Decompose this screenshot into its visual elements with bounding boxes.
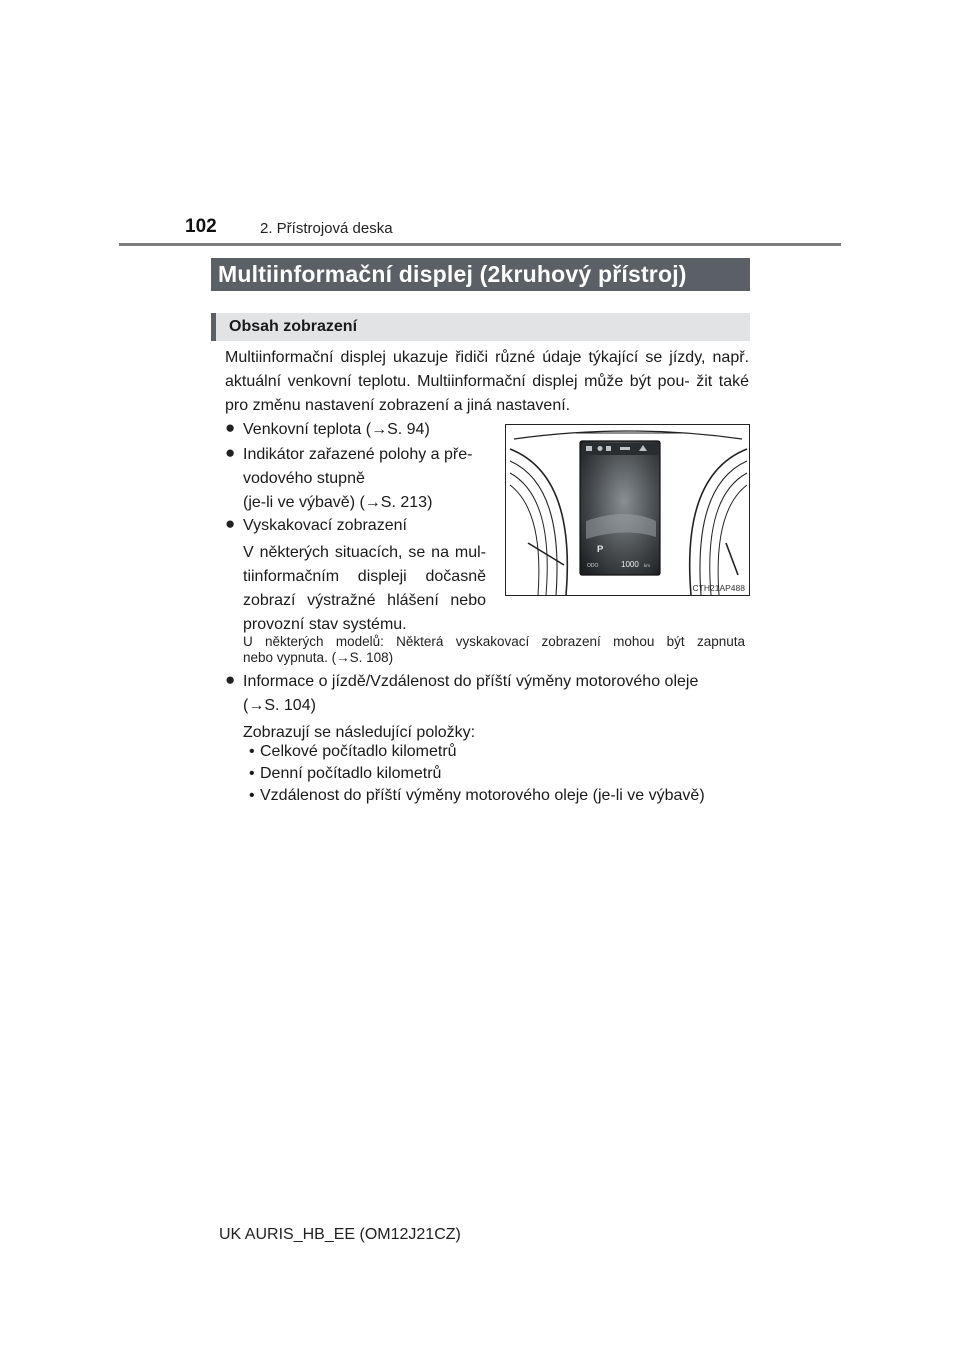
bullet-gear-indicator-line1: Indikátor zařazené polohy a pře- — [243, 446, 473, 463]
right-gauge-icon — [690, 449, 747, 595]
display-screen — [580, 441, 660, 575]
sub-item-trip-odometer: Denní počítadlo kilometrů — [260, 765, 442, 782]
bullet-trip-info-line2: (→S. 104) — [243, 697, 316, 714]
trip-info-detail: Zobrazují se následující položky: — [243, 724, 476, 741]
popup-detail-line1: V některých situacích, se na mul- — [243, 544, 486, 561]
bullet-icon: ● — [225, 443, 236, 462]
bullet-icon: ● — [225, 670, 236, 689]
housing-top-line — [514, 431, 742, 439]
intro-paragraph: Multiinformační displej ukazuje řidiči různé údaje týkající se jízdy, např. aktuální venkovní teplotu. Multiinformační displej může být pou- žit také pro změnu nastavení zobrazení a jiná nastavení. — [225, 349, 749, 414]
bullet-trip-info-line1: Informace o jízdě/Vzdálenost do příští výměny motorového oleje — [243, 673, 699, 690]
bullet-icon: ● — [225, 418, 236, 437]
bullet-outside-temperature: Venkovní teplota (→S. 94) — [243, 421, 430, 438]
popup-detail-line2: tiinformačním displeji dočasně — [243, 568, 486, 585]
odo-value: 1000 — [621, 560, 639, 569]
page-number: 102 — [185, 216, 217, 237]
sub-item-oil-change-distance: Vzdálenost do příští výměny motorového oleje (je-li ve výbavě) — [260, 787, 705, 804]
note-line2: nebo vypnuta. (→S. 108) — [243, 650, 394, 665]
cluster-illustration — [505, 424, 750, 596]
bullet-popup-display: Vyskakovací zobrazení — [243, 517, 407, 534]
note-line1: U některých modelů: Některá vyskakovací zobrazení mohou být zapnuta — [243, 634, 745, 649]
gear-position-indicator: P — [597, 544, 604, 555]
bullet-gear-indicator-line2: vodového stupně — [243, 470, 365, 487]
odo-unit: km — [644, 563, 650, 568]
popup-detail-line3: zobrazí výstražné hlášení nebo — [243, 592, 486, 609]
bullet-gear-indicator-line3: (je-li ve výbavě) (→S. 213) — [243, 494, 433, 511]
bullet-icon: ● — [225, 514, 236, 533]
left-gauge-icon — [510, 449, 567, 595]
figure-code: CTH21AP488 — [692, 583, 745, 593]
sub-bullet-icon: • — [249, 765, 255, 782]
header-divider — [119, 243, 841, 246]
footer-model-code: UK AURIS_HB_EE (OM12J21CZ) — [219, 1226, 461, 1243]
sub-bullet-icon: • — [249, 787, 255, 804]
cluster-drawing — [506, 425, 750, 596]
popup-detail-line4: provozní stav systému. — [243, 616, 407, 633]
sub-item-total-odometer: Celkové počítadlo kilometrů — [260, 743, 457, 760]
sub-bullet-icon: • — [249, 743, 255, 760]
odo-label: ODO — [587, 563, 599, 569]
page-title: Multiinformační displej (2kruhový přístroj) — [211, 258, 750, 291]
section-label: 2. Přístrojová deska — [260, 220, 393, 237]
section-subtitle: Obsah zobrazení — [211, 313, 750, 341]
